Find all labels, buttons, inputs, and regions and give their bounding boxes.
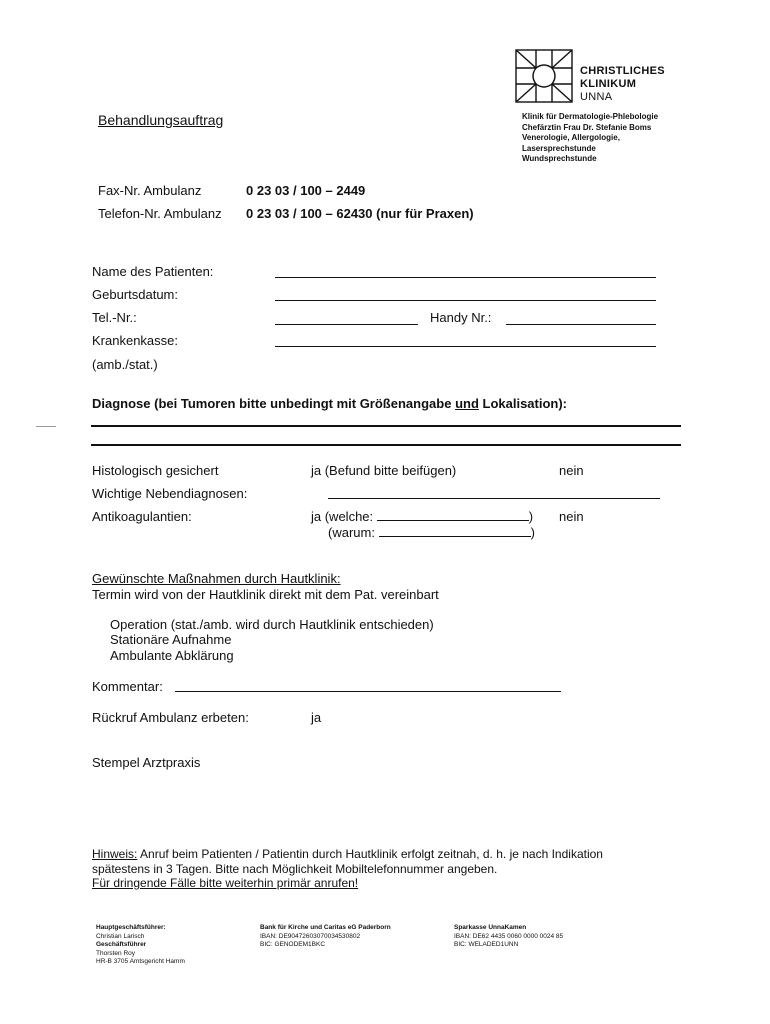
logo-line-2: KLINIKUM [580, 78, 637, 90]
footer-bank-2-iban: IBAN: DE62 4435 0060 0000 0024 85 [454, 932, 564, 940]
comment-label: Kommentar: [92, 679, 163, 694]
logo-line-1: CHRISTLICHES [580, 65, 665, 77]
anticoag-label: Antikoagulantien: [92, 509, 192, 524]
anticoag-why-close: ) [530, 525, 535, 540]
diagnosis-label-pre: Diagnose (bei Tumoren bitte unbedingt mit Größenangabe [92, 396, 456, 411]
footer-bank-1 [260, 924, 391, 950]
tel-label: Tel.-Nr.: [92, 310, 137, 325]
anticoag-why-field[interactable] [379, 525, 531, 537]
clinic-info-line: Wundsprechstunde [522, 154, 597, 163]
comment-field[interactable] [175, 691, 561, 692]
clinic-info-line: Venerologie, Allergologie, [522, 133, 620, 142]
footer-ceo-heading: Hauptgeschäftsführer: [96, 924, 166, 931]
measures-subline: Termin wird von der Hautklinik direkt mit dem Pat. vereinbart [92, 587, 439, 602]
anticoag-yes-option[interactable] [311, 509, 533, 524]
notice-line-2: spätestens in 3 Tagen. Bitte nach Möglichkeit Mobiltelefonnummer angeben. [92, 861, 498, 876]
phone-label: Telefon-Nr. Ambulanz [98, 206, 222, 221]
anticoag-yes-close: ) [528, 509, 534, 524]
callback-label: Rückruf Ambulanz erbeten: [92, 710, 249, 725]
insurance-field[interactable] [275, 346, 656, 347]
measure-option-outpatient[interactable]: Ambulante Abklärung [110, 648, 234, 663]
footer-management [96, 924, 185, 967]
footer-ceo-name: Christian Larisch [96, 932, 145, 940]
insurance-label: Krankenkasse: [92, 333, 178, 348]
diagnosis-field-2[interactable] [91, 444, 681, 446]
anticoag-no-option[interactable]: nein [559, 509, 584, 524]
diagnosis-field-1[interactable] [91, 425, 681, 427]
handy-label: Handy Nr.: [430, 310, 492, 325]
footer-md-name: Thorsten Roy [96, 949, 136, 957]
footer-bank-2-name: Sparkasse UnnaKamen [454, 924, 527, 931]
footer-bank-1-bic: BIC: GENODEM1BKC [260, 941, 326, 948]
clinic-info-line: Chefärztin Frau Dr. Stefanie Boms [522, 122, 652, 132]
callback-yes-option[interactable]: ja [311, 710, 322, 725]
dob-label: Geburtsdatum: [92, 287, 178, 302]
clinic-info-line: Klinik für Dermatologie-Phlebologie [522, 112, 659, 121]
clinic-info [522, 112, 658, 165]
footer-bank-2 [454, 924, 563, 950]
side-diagnoses-label: Wichtige Nebendiagnosen: [92, 486, 248, 501]
side-diagnoses-field[interactable] [328, 498, 660, 499]
histology-yes-option[interactable]: ja (Befund bitte beifügen) [311, 463, 457, 478]
notice-label: Hinweis: [92, 847, 138, 861]
measure-option-operation[interactable]: Operation (stat./amb. wird durch Hautklinik entschieden) [110, 617, 434, 632]
logo-line-3: UNNA [580, 91, 613, 103]
dob-field[interactable] [275, 300, 656, 301]
notice-line-1: Anruf beim Patienten / Patientin durch Hautklinik erfolgt zeitnah, d. h. je nach Indikation [137, 847, 603, 861]
clinic-logo [514, 48, 674, 104]
histology-label: Histologisch gesichert [92, 463, 219, 478]
footer-bank-1-name: Bank für Kirche und Caritas eG Paderborn [260, 924, 391, 931]
measures-heading: Gewünschte Maßnahmen durch Hautklinik: [92, 571, 341, 586]
patient-name-label: Name des Patienten: [92, 264, 214, 279]
stamp-label: Stempel Arztpraxis [92, 755, 201, 770]
diagnosis-label [92, 396, 567, 411]
diagnosis-label-und: und [455, 396, 479, 411]
anticoag-why-text: (warum: [328, 525, 379, 540]
cross-logo-icon [514, 48, 574, 104]
anticoag-why [328, 525, 535, 540]
phone-value: 0 23 03 / 100 – 62430 (nur für Praxen) [246, 206, 474, 221]
anticoag-which-field[interactable] [377, 509, 529, 521]
margin-mark [36, 426, 56, 427]
footer-bank-1-iban: IBAN: DE90472603070034530802 [260, 932, 361, 940]
notice-line-3: Für dringende Fälle bitte weiterhin primär anrufen! [92, 876, 359, 890]
histology-no-option[interactable]: nein [559, 463, 584, 478]
diagnosis-label-post: Lokalisation): [478, 396, 568, 411]
footer-bank-2-bic: BIC: WELADED1UNN [454, 941, 519, 948]
footer-register: HR-B 3705 Amtsgericht Hamm [96, 958, 185, 965]
tel-field[interactable] [275, 324, 418, 325]
fax-value: 0 23 03 / 100 – 2449 [246, 183, 366, 198]
clinic-info-line: Lasersprechstunde [522, 143, 596, 153]
patient-name-field[interactable] [275, 277, 656, 278]
footer-md-heading: Geschäftsführer [96, 941, 147, 948]
amb-stat-note: (amb./stat.) [92, 357, 158, 372]
fax-label: Fax-Nr. Ambulanz [98, 183, 202, 198]
notice [92, 847, 603, 891]
handy-field[interactable] [506, 324, 656, 325]
anticoag-yes-text: ja (welche: [311, 509, 377, 524]
measure-option-inpatient[interactable]: Stationäre Aufnahme [110, 632, 232, 647]
page-title: Behandlungsauftrag [98, 112, 224, 128]
